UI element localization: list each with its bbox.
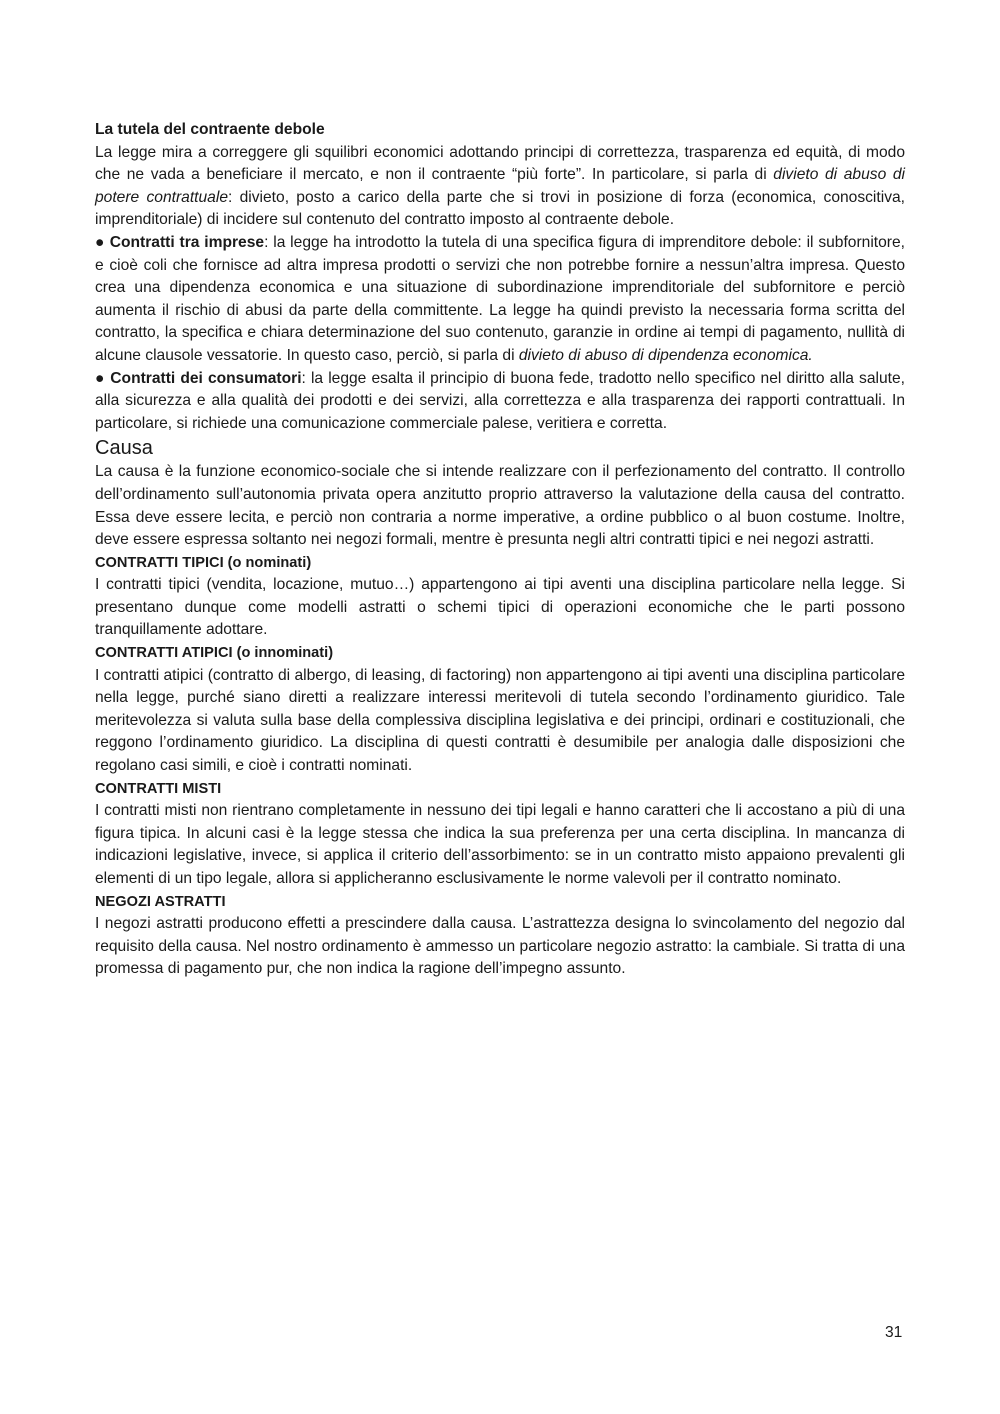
section-title-misti: CONTRATTI MISTI [95, 780, 222, 797]
section-title-astratti: NEGOZI ASTRATTI [95, 893, 226, 910]
section-title-atipici: CONTRATTI ATIPICI (o innominati) [95, 645, 334, 662]
document-page [95, 119, 905, 981]
paragraph-text: : la legge ha introdotto la tutela di una specifica figura di imprenditore debole: il subfornitore, e cioè coli che fornisce ad altra impresa prodotti o servizi che non potrebbe fornire a nessun’altra impresa. Questo crea una dipendenza economica e una situazione di subordinazione imprenditoriale del subfornitore e perciò aumenta il rischio di abusi da parte della committente. La legge ha quindi previsto la necessaria forma scritta del contratto, la specifica e chiara determinazione del suo contenuto, garanzie in ordine ai tempi di pagamento, nullità di alcune clausole vessatorie. In questo caso, perciò, si parla di [95, 233, 905, 364]
bullet-icon: ● [95, 369, 106, 387]
section-title-tipici: CONTRATTI TIPICI (o nominati) [95, 554, 312, 571]
paragraph-text: : divieto, posto a carico della parte che si trovi in posizione di forza (economica, conoscitiva, imprenditoriale) di incidere sul contenuto del contratto imposto al contraente debole. [95, 188, 905, 229]
paragraph-tutela [95, 142, 905, 232]
page-number: 31 [885, 1324, 903, 1341]
section-title-causa: Causa [95, 437, 153, 460]
bullet-icon: ● [95, 233, 105, 251]
bullet-contratti-consumatori [95, 368, 905, 436]
bullet-lead: Contratti dei consumatori [110, 369, 302, 387]
paragraph-misti: I contratti misti non rientrano completamente in nessuno dei tipi legali e hanno caratteri che li accostano a più di una figura tipica. In alcuni casi è la legge stessa che indica la sua preferenza per una certa disciplina. In mancanza di indicazioni legislative, invece, si applica il criterio dell’assorbimento: se in un contratto misto appaiono prevalenti gli elementi di un tipo legale, allora si applicheranno esclusivamente le norme valevoli per il contratto nominato. [95, 802, 905, 887]
paragraph-astratti: I negozi astratti producono effetti a prescindere dalla causa. L’astrattezza designa lo svincolamento del negozio dal requisito della causa. Nel nostro ordinamento è ammesso un particolare negozio astratto: la cambiale. Si tratta di una promessa di pagamento pur, che non indica la ragione dell’impegno assunto. [95, 915, 905, 978]
bullet-contratti-imprese [95, 232, 905, 368]
paragraph-tipici: I contratti tipici (vendita, locazione, mutuo…) appartengono ai tipi aventi una disciplina particolare nella legge. Si presentano dunque come modelli astratti o schemi tipici di operazioni economiche che le parti possono tranquillamente adottare. [95, 576, 905, 639]
paragraph-atipici: I contratti atipici (contratto di albergo, di leasing, di factoring) non appartengono ai tipi aventi una disciplina particolare nella legge, purché siano diretti a realizzare interessi meritevoli di tutela secondo l’ordinamento giuridico. Tale meritevolezza si valuta sulla base della complessiva disciplina legislativa e dei principi, ordinari e costituzionali, che reggono l’ordinamento giuridico. La disciplina di questi contratti è desumibile per analogia dalle disposizioni che regolano casi simili, e cioè i contratti nominati. [95, 666, 905, 775]
emphasis-text: divieto di abuso di dipendenza economica. [518, 346, 813, 364]
section-title-tutela: La tutela del contraente debole [95, 121, 325, 138]
emphasis-text: divieto di abuso di potere contrattuale [95, 166, 905, 206]
paragraph-text: : la legge esalta il principio di buona fede, tradotto nello specifico nel diritto alla salute, alla sicurezza e alla qualità dei prodotti e dei servizi, alla correttezza e alla trasparenza dei rapporti contrattuali. In particolare, si richiede una comunicazione commerciale palese, veritiera e corretta. [95, 369, 905, 432]
paragraph-text: La legge mira a correggere gli squilibri economici adottando principi di correttezza, trasparenza ed equità, di modo che ne vada a beneficiare il mercato, e non il contraente “più forte”. In particolare, si parla di [95, 143, 905, 184]
bullet-lead: Contratti tra imprese [109, 233, 265, 251]
paragraph-causa: La causa è la funzione economico-sociale che si intende realizzare con il perfezionamento del contratto. Il controllo dell’ordinamento sull’autonomia privata opera anzitutto proprio attraverso la valutazione della causa del contratto. Essa deve essere lecita, e perciò non contraria a norme imperative, a ordine pubblico o al buon costume. Inoltre, deve essere espressa soltanto nei negozi formali, mentre è presunta negli altri contratti tipici e nei negozi astratti. [95, 463, 905, 549]
